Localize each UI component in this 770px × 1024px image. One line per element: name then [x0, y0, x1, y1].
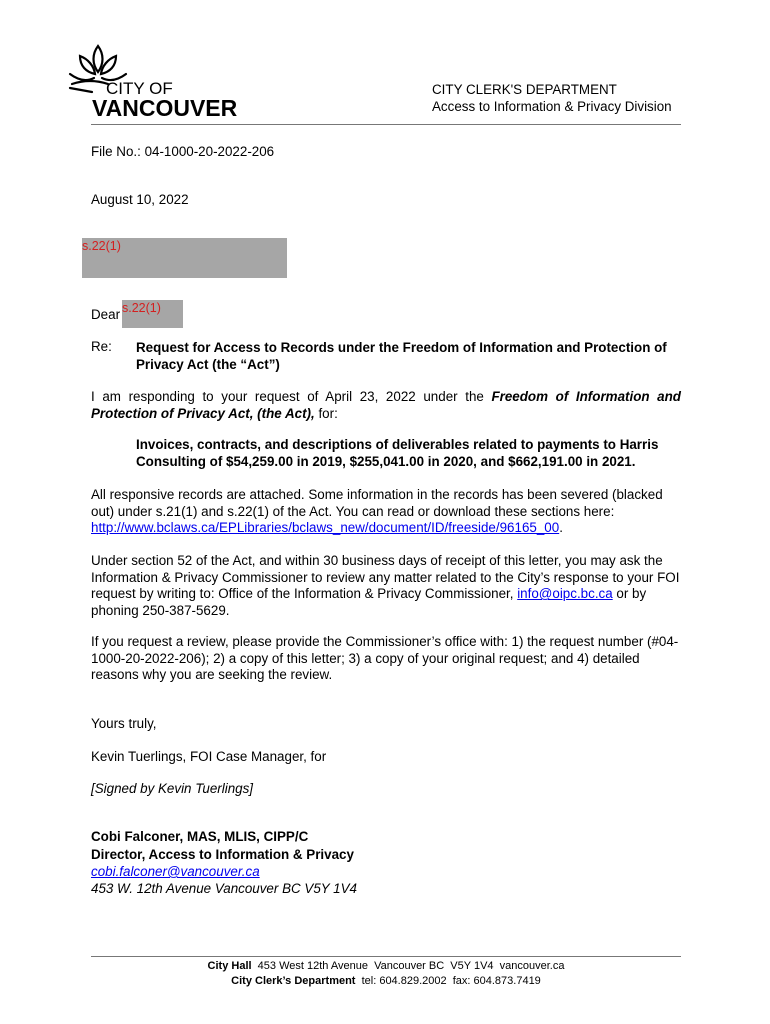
re-subject: Request for Access to Records under the Freedom of Information and Protection of Privacy Act (the “Act”) [136, 340, 667, 372]
closing-sender: Kevin Tuerlings, FOI Case Manager, for [91, 749, 327, 764]
act-name: Freedom of Information and Protection of Privacy Act, (the Act), [91, 389, 681, 421]
request-quote: Invoices, contracts, and descriptions of deliverables related to payments to Harris Consulting of $54,259.00 in 2019, $255,041.00 in 2020, and $662,191.00 in 2021. [136, 437, 659, 469]
file-number: File No.: 04-1000-20-2022-206 [91, 144, 275, 159]
signature-address: 453 W. 12th Avenue Vancouver BC V5Y 1V4 [91, 881, 358, 896]
header-divider [91, 124, 681, 125]
footer-line1 [91, 960, 681, 972]
review-end: or by phoning 250-387-5629. [91, 586, 647, 618]
footer-line2 [91, 975, 681, 987]
intro-text: I am responding to your request of April 23, 2022 under the [91, 389, 492, 404]
bclaws-link[interactable]: http://www.bclaws.ca/EPLibraries/bclaws_new/document/ID/freeside/96165_00 [91, 520, 560, 536]
flower-logo-icon [62, 40, 252, 120]
oipc-email-link[interactable]: info@oipc.bc.ca [517, 586, 613, 602]
redaction-label: s.22(1) [122, 301, 161, 315]
footer-contact: tel: 604.829.2002 fax: 604.873.7419 [355, 975, 541, 987]
footer-city-hall: City Hall [207, 960, 252, 972]
re-label: Re: [91, 339, 112, 354]
footer-address: 453 West 12th Avenue Vancouver BC V5Y 1V4 vancouver.ca [251, 960, 565, 972]
redaction-label: s.22(1) [82, 239, 121, 253]
logo-line1: CITY OF [106, 79, 173, 98]
footer-department: City Clerk’s Department [231, 975, 356, 987]
division-name: Access to Information & Privacy Division [432, 99, 672, 114]
redacted-address-block [82, 238, 287, 278]
closing-yours-truly: Yours truly, [91, 716, 157, 731]
review-request-paragraph: If you request a review, please provide the Commissioner’s office with: 1) the request number (#04-1000-20-2022-206); 2) a copy of this letter; 3) a copy of your original request; and 4) detailed reasons why you are seeking the review. [91, 634, 679, 683]
closing-signed-note: [Signed by Kevin Tuerlings] [91, 781, 254, 796]
city-of-vancouver-logo [62, 40, 252, 120]
footer-divider [91, 956, 681, 957]
review-text: Under section 52 of the Act, and within 30 business days of receipt of this letter, you may ask the Information & Privacy Commissioner to review any matter related to the City’s response to your FOI request by writing to: Office of the Information & Privacy Commissioner, [91, 553, 680, 602]
records-end: . [559, 520, 563, 536]
letter-date: August 10, 2022 [91, 192, 189, 207]
logo-line2: VANCOUVER [92, 95, 238, 120]
signature-title: Director, Access to Information & Privacy [91, 847, 354, 862]
review-paragraph [91, 553, 681, 619]
salutation: Dear [91, 307, 121, 322]
signature-email-link[interactable]: cobi.falconer@vancouver.ca [91, 864, 260, 879]
redacted-name-block [122, 300, 183, 328]
intro-end: for: [314, 405, 338, 421]
signature-name: Cobi Falconer, MAS, MLIS, CIPP/C [91, 829, 309, 844]
records-paragraph [91, 487, 681, 537]
department-name: CITY CLERK'S DEPARTMENT [432, 82, 617, 97]
intro-paragraph [91, 389, 681, 422]
records-text: All responsive records are attached. Some information in the records has been severed (blacked out) under s.21(1) and s.22(1) of the Act. You can read or download these sections here: [91, 487, 663, 519]
